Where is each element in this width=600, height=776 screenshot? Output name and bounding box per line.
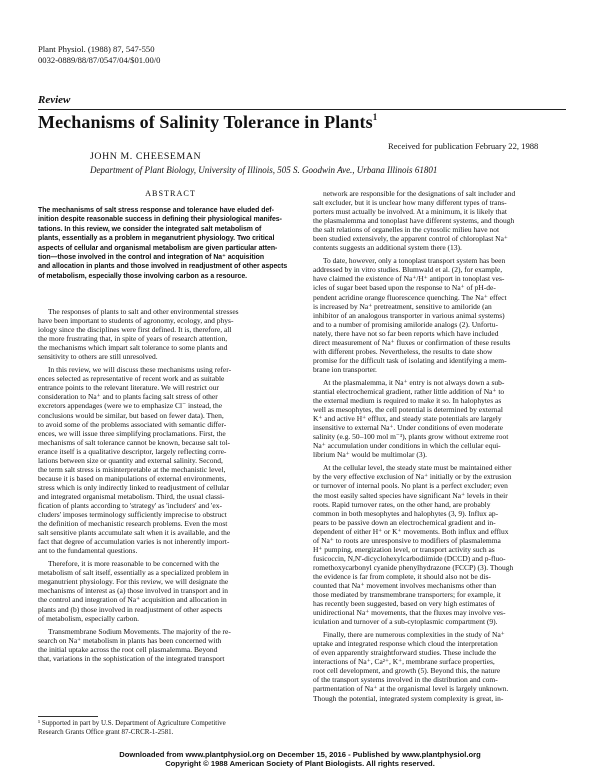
body-text-line: of metabolism, especially carbon. bbox=[38, 613, 140, 623]
paper-title bbox=[38, 112, 377, 133]
author-name: JOHN M. CHEESEMAN bbox=[90, 151, 202, 162]
body-text-line: that, variations in the sophistication of the integrated transport bbox=[38, 653, 225, 663]
body-text-line: lations between size or quantity and external salinity. Second, bbox=[38, 455, 223, 465]
body-text-line: K⁺ and active H⁺ efflux, and steady state potentials are largely bbox=[313, 414, 502, 424]
body-text-line: root cell development, and growth (5). Beyond this, the nature bbox=[313, 666, 501, 676]
body-text-line: meganutrient physiology. For this review, we will designate the bbox=[38, 577, 229, 587]
body-text-line: the more frustrating that, in spite of years of research attention, bbox=[38, 334, 228, 344]
body-text-line: To date, however, only a tonoplast transport system has been bbox=[323, 256, 506, 266]
body-text-line: conclusions would be similar, but based on fewer data). Then, bbox=[38, 410, 224, 420]
body-text-line: partmentation of Na⁺ at the organismal level is largely unknown. bbox=[313, 684, 509, 694]
abstract-heading: ABSTRACT bbox=[145, 189, 196, 198]
body-text-line: entrance points to the relevant literature. We will restrict our bbox=[38, 383, 219, 393]
copyright-line: Copyright © 1988 American Society of Plant Biologists. All rights reserved. bbox=[165, 759, 435, 769]
body-text-line: or turnover of internal pools. No plant is a perfect excluder; even bbox=[313, 481, 508, 491]
body-text-line: Transmembrane Sodium Movements. The majority of the re- bbox=[48, 626, 231, 636]
body-text-line: fusicoccin, N,N'-dicyclohexylcarbodiimide (DCCD) and p-fluo- bbox=[313, 553, 506, 563]
body-text-line: consideration to Na⁺ and to plants facing salt stress of other bbox=[38, 392, 218, 402]
body-text-line: the control and integration of Na⁺ acquisition and allocation in bbox=[38, 595, 227, 605]
citation-line: Plant Physiol. (1988) 87, 547-550 bbox=[38, 44, 155, 54]
body-text-line: Therefore, it is more reasonable to be concerned with the bbox=[48, 559, 220, 569]
body-text-line: counted that Na⁺ movement involves mechanisms other than bbox=[313, 580, 497, 590]
body-text-line: been studied extensively, the apparent control of chloroplast Na⁺ bbox=[313, 234, 508, 244]
body-text-line: The responses of plants to salt and other environmental stresses bbox=[48, 307, 239, 316]
body-text-line: icles of sugar beet based upon the response to Na⁺ of pH-de- bbox=[313, 283, 496, 293]
body-text-line: librium Na⁺ would be multimolar (3). bbox=[313, 450, 427, 460]
body-text-line: roots. Rapid turnover rates, on the other hand, are probably bbox=[313, 499, 491, 509]
body-text-line: H⁺ pumping, energization level, or transport activity such as bbox=[313, 544, 495, 554]
author-affiliation: Department of Plant Biology, University of Illinois, 505 S. Goodwin Ave., Urbana Illinois 61801 bbox=[90, 165, 438, 175]
body-text-line: brane ion transporter. bbox=[313, 364, 377, 374]
body-text-line: stantial electrochemical gradient, rather little addition of Na⁺ to bbox=[313, 386, 505, 396]
body-text-line: the definition of mechanistic research problems. Even the most bbox=[38, 519, 228, 529]
body-text-line: have been important to students of agronomy, ecology, and phys- bbox=[38, 316, 234, 326]
body-text-line: ant to the fundamental questions. bbox=[38, 546, 138, 556]
body-text-line: iculation and turnover of a sub-cytoplasmic compartment (9). bbox=[313, 617, 498, 627]
body-text-line: excretors appendages (were we to emphasize Cl⁻ instead, the bbox=[38, 401, 223, 411]
body-text-line: the evidence is far from complete, it should also not be dis- bbox=[313, 571, 491, 581]
body-text-line: because it is based on manipulations of external environments, bbox=[38, 473, 227, 483]
abstract-body bbox=[38, 206, 303, 281]
body-text-line: nately, there have not so far been reports which have included bbox=[313, 328, 499, 338]
body-text-line: Though the potential, integrated system complexity is great, in- bbox=[313, 693, 504, 703]
left-column-body bbox=[38, 307, 303, 663]
body-text-line: those mediated by transmembrane transporters; for example, it bbox=[313, 590, 501, 600]
body-text-line: mechanisms of interest as (a) those involved in transport and in bbox=[38, 586, 228, 596]
footnote-rule bbox=[38, 716, 98, 717]
abstract-line: inition despite reasonable success in defining their physiological manifes- bbox=[38, 216, 282, 224]
body-text-line: plants and (b) those involved in readjustment of other aspects bbox=[38, 604, 223, 614]
header-rule bbox=[38, 109, 566, 110]
journal-citation bbox=[38, 44, 278, 65]
body-text-line: network are responsible for the designations of salt includer and bbox=[323, 189, 516, 198]
body-text-line: common in both mesophytes and halophytes (3, 9). Influx ap- bbox=[313, 508, 499, 518]
download-notice bbox=[0, 750, 600, 768]
body-text-line: and to a number of promising amiloride analogs (2). Unfortu- bbox=[313, 319, 498, 329]
body-text-line: fication of plants according to 'strategy' as 'includers' and 'ex- bbox=[38, 500, 222, 510]
body-text-line: insensitive to external Na⁺. Under conditions of even moderate bbox=[313, 423, 503, 433]
body-text-line: ences, we will issue three simplifying proclamations. First, the bbox=[38, 428, 226, 438]
abstract-line: and allocation in plants and those involved in readjustment of other aspects bbox=[38, 263, 288, 271]
body-text-line: Na⁺ accumulation under conditions in which the cellular equi- bbox=[313, 441, 501, 451]
body-text-line: addressed by in vitro studies. Blumwald et al. (2), for example, bbox=[313, 265, 503, 275]
body-text-line: salt sensitive plants accumulate salt when it is available, and the bbox=[38, 528, 231, 538]
body-text-line: Finally, there are numerous complexities in the study of Na⁺ bbox=[323, 630, 505, 640]
abstract-line: of metabolism, especially those involving carbon as a resource. bbox=[38, 272, 248, 280]
abstract-line: The mechanisms of salt stress response and tolerance have eluded def- bbox=[38, 207, 274, 214]
body-text-line: promise for the difficult task of isolating and identifying a mem- bbox=[313, 355, 507, 365]
body-text-line: the initial uptake across the root cell plasmalemma. Beyond bbox=[38, 644, 218, 654]
body-text-line: contents suggests an additional system there (13). bbox=[313, 243, 462, 253]
body-text-line: metabolism of salt itself, essentially as a specialized problem in bbox=[38, 568, 229, 578]
body-text-line: the term salt stress is misinterpretable at the mechanistic level, bbox=[38, 464, 226, 474]
footnote-line: ¹ Supported in part by U.S. Department of Agriculture Competitive bbox=[38, 719, 226, 727]
footnote-line: Research Grants Office grant 87-CRCR-1-2581. bbox=[38, 727, 174, 736]
download-line: Downloaded from www.plantphysiol.org on December 15, 2016 - Published by www.plantphysiol.org bbox=[119, 750, 481, 759]
body-text-line: is increased by Na⁺ pretreatment, sensitive to amiloride (an bbox=[313, 301, 492, 311]
body-text-line: and integrated organismal metabolism. Third, the usual classi- bbox=[38, 491, 225, 501]
abstract-line: aspects of cellular and organismal metabolism are given particular atten- bbox=[38, 244, 278, 252]
body-text-line: At the plasmalemma, it Na⁺ entry is not always down a sub- bbox=[323, 377, 505, 387]
body-text-line: has recently been suggested, based on very high estimates of bbox=[313, 599, 496, 609]
body-text-line: dependent of either H⁺ or K⁺ movements. Both influx and efflux bbox=[313, 526, 509, 536]
body-text-line: to avoid some of the problems associated with semantic differ- bbox=[38, 419, 227, 429]
body-text-line: well as mesophytes, the cell potential is determined by external bbox=[313, 405, 503, 415]
body-text-line: cluders' imposes terminology sufficiently imprecise to obstruct bbox=[38, 510, 227, 520]
body-text-line: romethoxycarbonyl cyanide phenylhydrazone (FCCP) (3). Though bbox=[313, 562, 514, 572]
body-text-line: of Na⁺ to roots are unresponsive to modifiers of plasmalemma bbox=[313, 535, 501, 545]
body-text-line: fact that degree of accumulation varies is not inherently import- bbox=[38, 537, 230, 547]
body-text-line: uptake and integrated response which cloud the interpretation bbox=[313, 639, 498, 649]
abstract-line: plants, essentially as a problem in meganutrient physiology. Two critical bbox=[38, 235, 275, 243]
body-text-line: erance itself is a qualitative descriptor, largely reflecting corre- bbox=[38, 446, 227, 456]
footnote bbox=[38, 719, 303, 736]
body-text-line: the mechanisms which impart salt tolerance to some plants and bbox=[38, 343, 228, 353]
body-text-line: of the transport systems involved in the distribution and com- bbox=[313, 675, 498, 685]
body-text-line: the most easily salted species have significant Na⁺ levels in their bbox=[313, 490, 508, 500]
body-text-line: the salt relations of organelles in the cytosolic milieu have not bbox=[313, 225, 500, 235]
body-text-line: unidirectional Na⁺ movements, that the fluxes may involve ves- bbox=[313, 608, 506, 618]
body-text-line: the plasmalemma and tonoplast have different systems, and though bbox=[313, 216, 515, 226]
body-text-line: stress which is only indirectly linked to readjustment of cellular bbox=[38, 482, 229, 492]
received-date: Received for publication February 22, 1988 bbox=[388, 141, 539, 151]
body-text-line: salinity (e.g. 50–100 mol m⁻³), plants grow without extreme root bbox=[313, 432, 509, 442]
body-text-line: In this review, we will discuss these mechanisms using refer- bbox=[48, 365, 232, 375]
title-footnote-mark: 1 bbox=[372, 112, 378, 122]
abstract-line: tations. In this review, we consider the integrated salt metabolism of bbox=[38, 225, 262, 233]
body-text-line: by the very effective exclusion of Na⁺ initially or by the extrusion bbox=[313, 472, 512, 482]
body-text-line: sensitivity to others are still unresolved. bbox=[38, 352, 158, 362]
body-text-line: porters must actually be involved. At a minimum, it is likely that bbox=[313, 207, 507, 217]
body-text-line: interactions of Na⁺, Ca²⁺, K⁺, membrane surface properties, bbox=[313, 657, 495, 667]
citation-line: 0032-0889/88/87/0547/04/$01.00/0 bbox=[38, 54, 161, 65]
body-text-line: ences selected as representative of recent work and as suitable bbox=[38, 374, 225, 384]
body-text-line: search on Na⁺ metabolism in plants has been concerned with bbox=[38, 635, 222, 645]
body-text-line: with different probes. Nevertheless, the results to date show bbox=[313, 346, 493, 356]
body-text-line: the external medium is required to make it so. In halophytes as bbox=[313, 396, 502, 406]
body-text-line: inhibitor of an analogous transporter in various animal systems) bbox=[313, 310, 505, 320]
body-text-line: iology since the disciplines were first defined. It is, therefore, all bbox=[38, 325, 232, 335]
title-text: Mechanisms of Salinity Tolerance in Plants bbox=[38, 112, 373, 132]
section-label: Review bbox=[38, 94, 71, 106]
body-text-line: At the cellular level, the steady state must be maintained either bbox=[323, 463, 512, 473]
body-text-line: have claimed the existence of Na⁺/H⁺ antiport in tonoplast ves- bbox=[313, 274, 505, 284]
right-column-body bbox=[313, 189, 566, 703]
body-text-line: mechanisms of salt tolerance cannot be known, because salt tol- bbox=[38, 437, 231, 447]
body-text-line: pendent acridine orange fluorescence quenching. The Na⁺ effect bbox=[313, 292, 507, 302]
body-text-line: pears to be passive down an electrochemical gradient and in- bbox=[313, 517, 496, 527]
body-text-line: salt excluder, but it is unclear how many different types of trans- bbox=[313, 198, 507, 208]
body-text-line: of even apparently straightforward studies. These include the bbox=[313, 648, 497, 658]
body-text-line: direct measurement of Na⁺ fluxes or confirmation of these results bbox=[313, 337, 511, 347]
abstract-line: tion—those involved in the control and integration of Na⁺ acquisition bbox=[38, 254, 265, 262]
